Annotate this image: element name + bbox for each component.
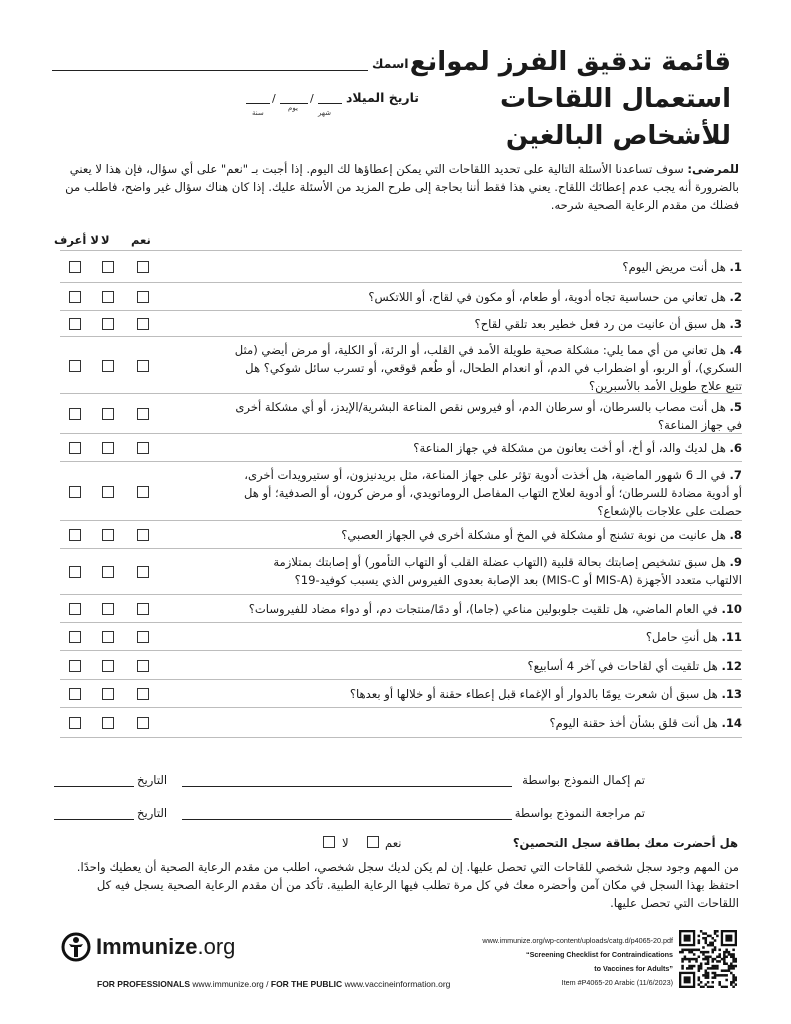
dob-month-field[interactable] [318, 103, 342, 104]
answer-dont-know-checkbox[interactable] [69, 261, 81, 273]
question-row [60, 310, 742, 337]
question-row [60, 520, 742, 549]
for-professionals-label: FOR PROFESSIONALS [97, 979, 191, 989]
question-text [234, 341, 742, 395]
question-number: 10. [721, 602, 742, 616]
public-link[interactable]: www.vaccineinformation.org [344, 979, 451, 989]
footer-links [97, 979, 450, 989]
dob-year-field[interactable] [246, 103, 270, 104]
reviewed-date-field[interactable] [54, 819, 134, 820]
doc-title-line: “Screening Checklist for Contraindications [526, 950, 673, 959]
title-line: قائمة تدقيق الفرز لموانع [409, 47, 731, 77]
name-label: اسمك [372, 56, 409, 71]
question-row [60, 707, 742, 738]
question-label: في الـ 6 شهور الماضية، هل أخذت أدوية تؤثر على جهاز المناعة، مثل بريدنيزون، أو ستيرويدات أخرى، أو أدوية مضادة للسرطان؛ أو أدوية لعلاج التهاب المفاصل الروماتويدي، أو مرض كرون، أو الصدفية؛ أو هل حصلت على علاجات بالإشعاع؟ [243, 468, 742, 518]
completed-date-label: التاريخ [137, 773, 168, 787]
completed-by-label: تم إكمال النموذج بواسطة [522, 773, 645, 787]
question-text [234, 553, 742, 589]
question-label: في العام الماضي، هل تلقيت جلوبولين مناعي (جاما)، أو دمًا/منتجات دم، أو دواء مضاد للفيروسات؟ [248, 602, 718, 616]
logo-suffix: .org [197, 934, 236, 959]
reviewed-by-field[interactable] [182, 819, 512, 820]
question-row [60, 548, 742, 595]
doc-reference [482, 934, 673, 990]
question-number: 1. [729, 260, 742, 274]
question-label: هل لديك والد، أو أخ، أو أخت يعانون من مشكلة في جهاز المناعة؟ [413, 441, 726, 455]
questions-bottom-rule [60, 737, 742, 738]
card-yes-checkbox[interactable] [367, 836, 379, 848]
dob-slash: / [310, 92, 314, 105]
question-number: 14. [721, 716, 742, 730]
question-row [60, 679, 742, 708]
answer-dont-know-checkbox[interactable] [69, 603, 81, 615]
answer-dont-know-checkbox[interactable] [69, 442, 81, 454]
column-yes: نعم [131, 233, 151, 247]
answer-dont-know-checkbox[interactable] [69, 688, 81, 700]
question-text [234, 657, 742, 675]
answer-yes-checkbox[interactable] [137, 529, 149, 541]
answer-no-checkbox[interactable] [102, 660, 114, 672]
answer-yes-checkbox[interactable] [137, 442, 149, 454]
question-row [60, 594, 742, 623]
column-dont-know: لا أعرف [54, 233, 99, 247]
card-no-checkbox[interactable] [323, 836, 335, 848]
intro-lead: للمرضى: [687, 162, 739, 176]
question-text [234, 600, 742, 618]
answer-dont-know-checkbox[interactable] [69, 291, 81, 303]
answer-no-checkbox[interactable] [102, 688, 114, 700]
for-public-label: FOR THE PUBLIC [270, 979, 343, 989]
question-row [60, 650, 742, 680]
answer-yes-checkbox[interactable] [137, 360, 149, 372]
answer-no-checkbox[interactable] [102, 408, 114, 420]
immunize-logo-icon [61, 932, 91, 962]
question-row [60, 393, 742, 434]
question-label: هل سبق أن عانيت من رد فعل خطير بعد تلقي لقاح؟ [474, 317, 726, 331]
answer-dont-know-checkbox[interactable] [69, 660, 81, 672]
question-number: 8. [729, 528, 742, 542]
question-label: هل تعاني من أي مما يلي: مشكلة صحية طويلة الأمد في القلب، أو الرئة، أو الكلية، أو مرض أيضي (مثل السكري)، أو الربو، أو اضطراب في الدم، أو انعدام الطحال، أو طُعم قوقعي، أو تسرب سائل شوكي؟ هل تتبع علاج طويل الأمد بالأسبرين؟ [234, 343, 742, 393]
reviewed-by-label: تم مراجعة النموذج بواسطة [514, 806, 645, 820]
question-number: 5. [729, 400, 742, 414]
question-text [234, 466, 742, 520]
question-text [234, 714, 742, 732]
question-text [234, 258, 742, 276]
answer-dont-know-checkbox[interactable] [69, 631, 81, 643]
answer-dont-know-checkbox[interactable] [69, 408, 81, 420]
question-number: 6. [729, 441, 742, 455]
answer-no-checkbox[interactable] [102, 318, 114, 330]
question-text [234, 628, 742, 646]
intro-text: سوف تساعدنا الأسئلة التالية على تحديد اللقاحات التي يمكن إعطاؤها لك اليوم. إذا أجبت بـ "نعم" على أي سؤال، فإن هذا لا يعني بالضرورة أنه يجب عدم إعطائك اللقاح. يعني هذا فقط أننا بحاجة إلى طرح المزيد من الأسئلة عليك. إذا كان هناك سؤال غير واضح، فاطلب من فضلك من مقدم الرعاية الصحية شرحه. [65, 162, 739, 212]
answer-no-checkbox[interactable] [102, 717, 114, 729]
reviewed-date-label: التاريخ [137, 806, 168, 820]
answer-no-checkbox[interactable] [102, 261, 114, 273]
immunize-logo [96, 934, 235, 960]
doc-title-line: to Vaccines for Adults” [594, 964, 673, 973]
answer-no-checkbox[interactable] [102, 631, 114, 643]
intro-paragraph [59, 160, 739, 214]
card-no-label: لا [342, 836, 349, 850]
answer-no-checkbox[interactable] [102, 566, 114, 578]
question-row [60, 433, 742, 462]
question-text [234, 685, 742, 703]
question-text [234, 315, 742, 333]
answer-yes-checkbox[interactable] [137, 631, 149, 643]
question-number: 7. [729, 468, 742, 482]
answer-no-checkbox[interactable] [102, 360, 114, 372]
answer-yes-checkbox[interactable] [137, 318, 149, 330]
dob-label: تاريخ الميلاد [346, 90, 420, 105]
answer-no-checkbox[interactable] [102, 291, 114, 303]
question-number: 3. [729, 317, 742, 331]
question-label: هل تعاني من حساسية تجاه أدوية، أو طعام، أو مكون في لقاح، أو اللاتكس؟ [368, 290, 726, 304]
professionals-link[interactable]: www.immunize.org [192, 979, 264, 989]
answer-yes-checkbox[interactable] [137, 408, 149, 420]
question-number: 11. [721, 630, 742, 644]
doc-url[interactable]: www.immunize.org/wp-content/uploads/catg.d/p4065-20.pdf [482, 936, 673, 945]
answer-yes-checkbox[interactable] [137, 660, 149, 672]
question-label: هل أنت قلق بشأن أخذ حقنة اليوم؟ [549, 716, 718, 730]
card-yes-label: نعم [385, 836, 402, 850]
question-text [234, 288, 742, 306]
question-text [234, 439, 742, 457]
dob-year-caption: سنة [252, 109, 264, 117]
answer-yes-checkbox[interactable] [137, 717, 149, 729]
question-label: هل سبق أن شعرت يومًا بالدوار أو الإغماء قبل إعطاء حقنة أو خلالها أو بعدها؟ [349, 687, 718, 701]
footer-separator: / [266, 979, 269, 989]
question-number: 9. [729, 555, 742, 569]
question-text [234, 526, 742, 544]
question-row [60, 250, 742, 283]
page-title [391, 44, 731, 155]
question-number: 12. [721, 659, 742, 673]
answer-no-checkbox[interactable] [102, 442, 114, 454]
answer-no-checkbox[interactable] [102, 529, 114, 541]
question-label: هل سبق تشخيص إصابتك بحالة قلبية (التهاب عضلة القلب أو التهاب التأمور) أو إصابتك بمتلازمة الالتهاب متعدد الأجهزة (MIS-A أو MIS-C) بعد الإصابة بعدوى الفيروس الذي يسبب كوفيد-19؟ [273, 555, 742, 587]
answer-no-checkbox[interactable] [102, 486, 114, 498]
dob-slash: / [272, 92, 276, 105]
answer-no-checkbox[interactable] [102, 603, 114, 615]
question-row [60, 461, 742, 521]
answer-dont-know-checkbox[interactable] [69, 318, 81, 330]
question-number: 13. [721, 687, 742, 701]
card-question: هل أحضرت معك بطاقة سجل التحصين؟ [512, 836, 738, 850]
answer-yes-checkbox[interactable] [137, 566, 149, 578]
answer-yes-checkbox[interactable] [137, 486, 149, 498]
question-number: 4. [729, 343, 742, 357]
answer-dont-know-checkbox[interactable] [69, 566, 81, 578]
question-number: 2. [729, 290, 742, 304]
question-label: هل أنتِ حامل؟ [645, 630, 718, 644]
question-row [60, 622, 742, 651]
completed-by-field[interactable] [182, 786, 512, 787]
answer-yes-checkbox[interactable] [137, 688, 149, 700]
answer-yes-checkbox[interactable] [137, 603, 149, 615]
question-label: هل عانيت من نوبة تشنج أو مشكلة في المخ أو مشكلة أخرى في الجهاز العصبي؟ [341, 528, 726, 542]
title-line: للأشخاص البالغين [505, 121, 731, 151]
answer-dont-know-checkbox[interactable] [69, 486, 81, 498]
closing-paragraph: من المهم وجود سجل شخصي للقاحات التي تحصل عليها. إن لم يكن لديك سجل شخصي، اطلب من مقدم الرعاية الصحية أن يعطيك واحدًا. احتفظ بهذا السجل في مكان آمن وأحضره معك في كل مرة تطلب فيها الرعاية الطبية. تأكد من أن مقدم الرعاية الصحية يسجل فيه كل اللقاحات التي تحصل عليها. [76, 860, 739, 910]
question-text [234, 398, 742, 434]
question-label: هل أنت مصاب بالسرطان، أو سرطان الدم، أو فيروس نقص المناعة البشرية/الإيدز، أو أي مشكلة أخرى في جهاز المناعة؟ [235, 400, 742, 432]
question-row [60, 336, 742, 394]
answer-yes-checkbox[interactable] [137, 291, 149, 303]
answer-dont-know-checkbox[interactable] [69, 529, 81, 541]
question-label: هل أنت مريض اليوم؟ [622, 260, 726, 274]
title-line: استعمال اللقاحات [500, 84, 731, 114]
dob-month-caption: شهر [318, 109, 331, 117]
answer-dont-know-checkbox[interactable] [69, 360, 81, 372]
qr-code-icon [679, 930, 737, 988]
doc-item-number: Item #P4065-20 Arabic (11/6/2023) [561, 978, 673, 987]
question-row [60, 282, 742, 311]
question-label: هل تلقيت أي لقاحات في آخر 4 أسابيع؟ [527, 659, 718, 673]
answer-yes-checkbox[interactable] [137, 261, 149, 273]
completed-date-field[interactable] [54, 786, 134, 787]
logo-main: Immunize [96, 934, 198, 959]
answer-dont-know-checkbox[interactable] [69, 717, 81, 729]
name-field[interactable] [52, 70, 368, 71]
column-no: لا [101, 233, 110, 247]
dob-day-caption: يوم [288, 104, 298, 112]
